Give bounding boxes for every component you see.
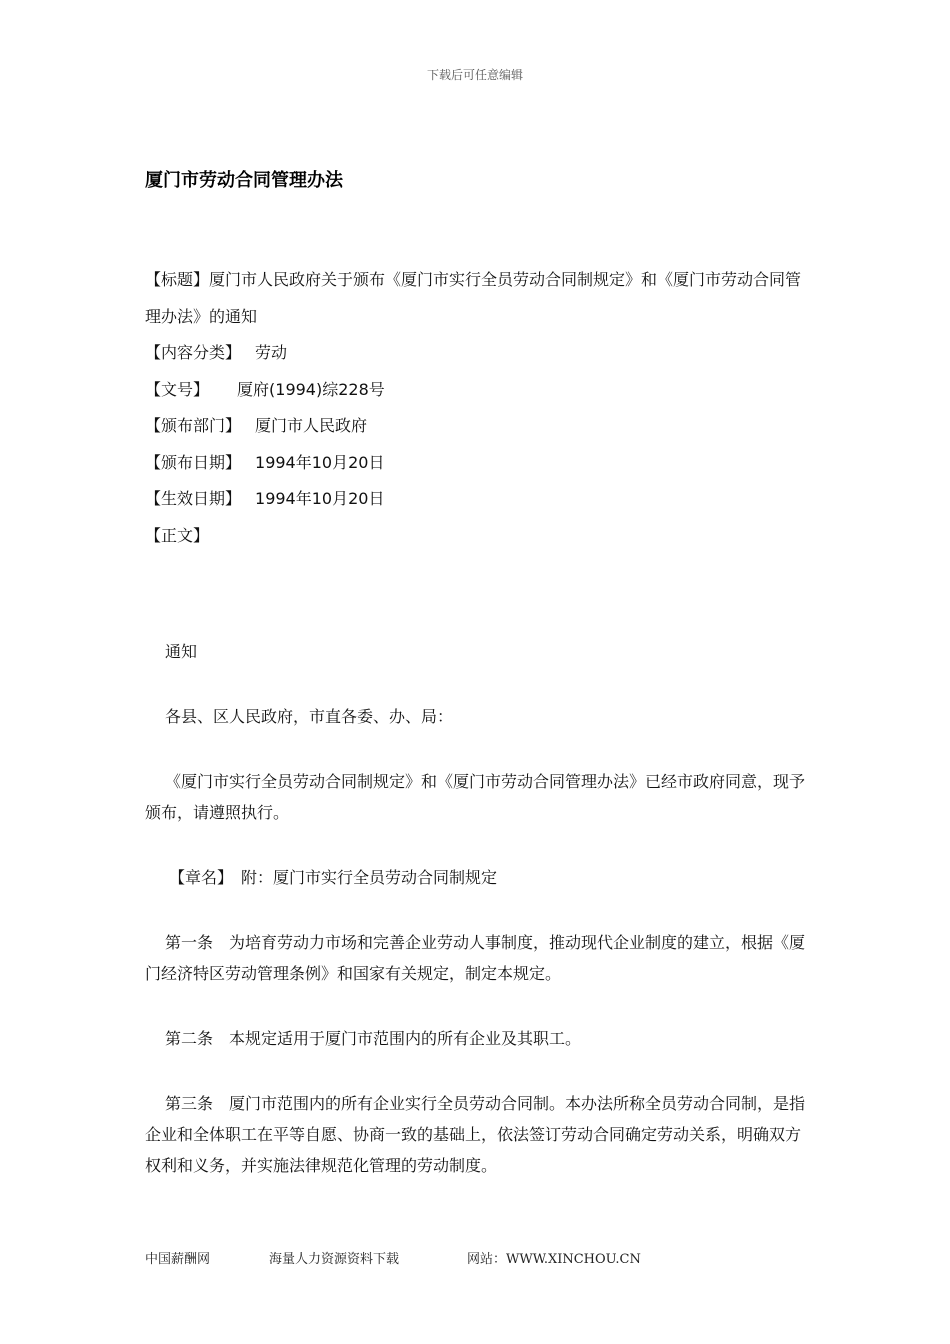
meta-effective-value: 1994年10月20日 (255, 489, 385, 508)
meta-dept-row (145, 408, 810, 445)
footer-slogan: 海量人力资源资料下载 (269, 1252, 400, 1267)
meta-issue-value: 1994年10月20日 (255, 452, 385, 472)
meta-body-label: 【正文】 (145, 525, 210, 545)
meta-category-label: 【内容分类】 (145, 343, 242, 362)
page-header: 下载后可任意编辑 (426, 68, 523, 82)
paragraph-chapter: 【章名】 附：厦门市实行全员劳动合同制规定 (169, 868, 498, 887)
paragraph-addressee: 各县、区人民政府，市直各委、办、局： (165, 707, 454, 726)
footer-site: 中国薪酬网 (145, 1252, 211, 1267)
meta-category-row (145, 335, 810, 372)
meta-effective-row (145, 481, 810, 518)
meta-docno-row (145, 372, 810, 409)
meta-title-value: 厦门市人民政府关于颁布《厦门市实行全员劳动合同制规定》和《厦门市劳动合同管理办法》的通知 (145, 270, 802, 326)
meta-category-value: 劳动 (255, 343, 288, 362)
paragraph-notice: 通知 (165, 642, 198, 661)
meta-dept-value: 厦门市人民政府 (255, 416, 368, 435)
meta-docno-label: 【文号】 (145, 379, 210, 399)
meta-issue-row (145, 445, 810, 482)
document-title: 厦门市劳动合同管理办法 (145, 170, 343, 191)
paragraph-announcement: 《厦门市实行全员劳动合同制规定》和《厦门市劳动合同管理办法》已经市政府同意，现予颁布，请遵照执行。 (145, 772, 806, 822)
footer-url: 网站：WWW.XINCHOU.CN (467, 1252, 641, 1267)
metadata-block (145, 262, 810, 554)
meta-docno-value: 厦府(1994)综228号 (237, 379, 385, 399)
meta-body-row (145, 518, 810, 555)
paragraph-article-2: 第二条 本规定适用于厦门市范围内的所有企业及其职工。 (165, 1029, 582, 1048)
meta-effective-label: 【生效日期】 (145, 489, 242, 508)
meta-dept-label: 【颁布部门】 (145, 416, 242, 435)
paragraph-article-1: 第一条 为培育劳动力市场和完善企业劳动人事制度，推动现代企业制度的建立，根据《厦门经济特区劳动管理条例》和国家有关规定，制定本规定。 (145, 933, 806, 983)
meta-issue-label: 【颁布日期】 (145, 452, 242, 472)
page-footer (145, 1248, 641, 1267)
document-body (145, 636, 810, 1215)
meta-title-label: 【标题】 (145, 270, 210, 289)
paragraph-article-3: 第三条 厦门市范围内的所有企业实行全员劳动合同制。本办法所称全员劳动合同制，是指企业和全体职工在平等自愿、协商一致的基础上，依法签订劳动合同确定劳动关系，明确双方权利和义务，并实施法律规范化管理的劳动制度。 (145, 1094, 806, 1175)
meta-title-row (145, 262, 810, 335)
